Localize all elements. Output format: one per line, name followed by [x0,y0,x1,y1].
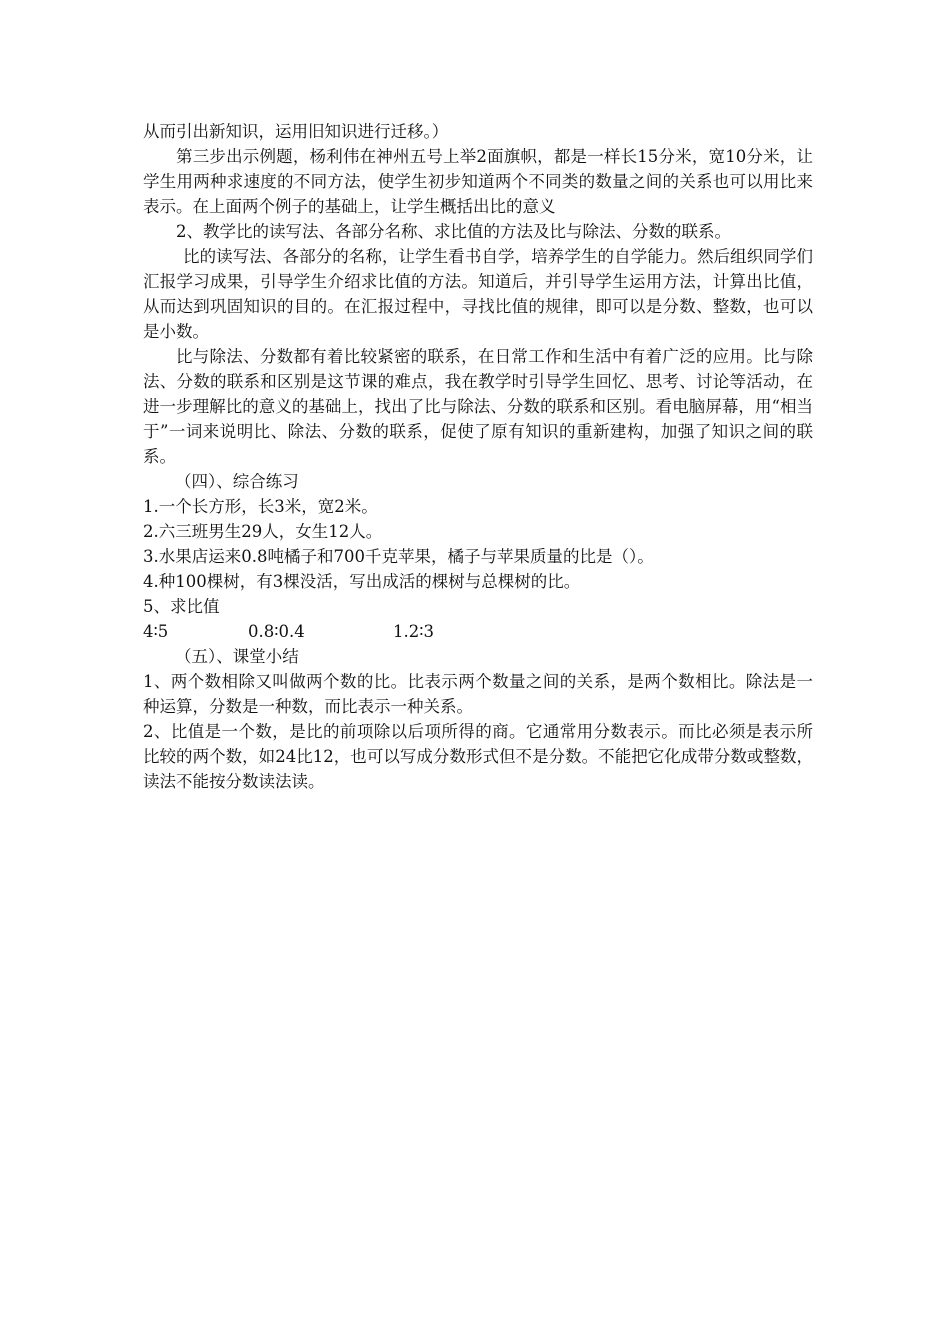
ratio-2: 0.8∶0.4 [248,622,305,641]
paragraph-teaching-point-2: 2、教学比的读写法、各部分名称、求比值的方法及比与除法、分数的联系。 [176,222,731,241]
paragraph-self-study: 比的读写法、各部分的名称，让学生看书自学，培养学生的自学能力。然后组织同学们汇报学习成果，引导学生介绍求比值的方法。知道后，并引导学生运用方法，计算出比值，从而达到巩固知识的目的。在汇报过程中，寻找比值的规律，即可以是分数、整数，也可以是小数。 [143,247,813,341]
ratio-1: 4∶5 [143,622,169,641]
summary-item-2: 2、比值是一个数，是比的前项除以后项所得的商。它通常用分数表示。而比必须是表示所比较的两个数，如24比12，也可以写成分数形式但不是分数。不能把它化成带分数或整数，读法不能按分数读法读。 [143,722,813,791]
section-heading-summary: （五）、课堂小结 [175,647,299,666]
document-body [143,119,813,794]
exercise-item-3: 3.水果店运来0.8吨橘子和700千克苹果，橘子与苹果质量的比是（）。 [143,547,654,566]
ratio-3: 1.2∶3 [393,622,435,641]
paragraph-ratio-division-fraction: 比与除法、分数都有着比较紧密的联系，在日常工作和生活中有着广泛的应用。比与除法、分数的联系和区别是这节课的难点，我在教学时引导学生回忆、思考、讨论等活动，在进一步理解比的意义的基础上，找出了比与除法、分数的联系和区别。看电脑屏幕，用“相当于”一词来说明比、除法、分数的联系，促使了原有知识的重新建构，加强了知识之间的联系。 [143,347,813,466]
paragraph-transfer: 从而引出新知识，运用旧知识进行迁移。） [143,122,449,141]
exercise-item-4: 4.种100棵树，有3棵没活，写出成活的棵树与总棵树的比。 [143,572,581,591]
exercise-item-5: 5、求比值 [143,597,220,616]
section-heading-exercises: （四）、综合练习 [175,472,299,491]
exercise-item-2: 2.六三班男生29人，女生12人。 [143,522,383,541]
exercise-item-1: 1.一个长方形，长3米，宽2米。 [143,497,378,516]
paragraph-step-three: 第三步出示例题，杨利伟在神州五号上举2面旗帜，都是一样长15分米，宽10分米，让学生用两种求速度的不同方法，使学生初步知道两个不同类的数量之间的关系也可以用比来表示。在上面两个例子的基础上，让学生概括出比的意义 [143,147,813,216]
ratio-list [143,619,813,644]
summary-item-1: 1、两个数相除又叫做两个数的比。比表示两个数量之间的关系，是两个数相比。除法是一种运算，分数是一种数，而比表示一种关系。 [143,672,813,716]
